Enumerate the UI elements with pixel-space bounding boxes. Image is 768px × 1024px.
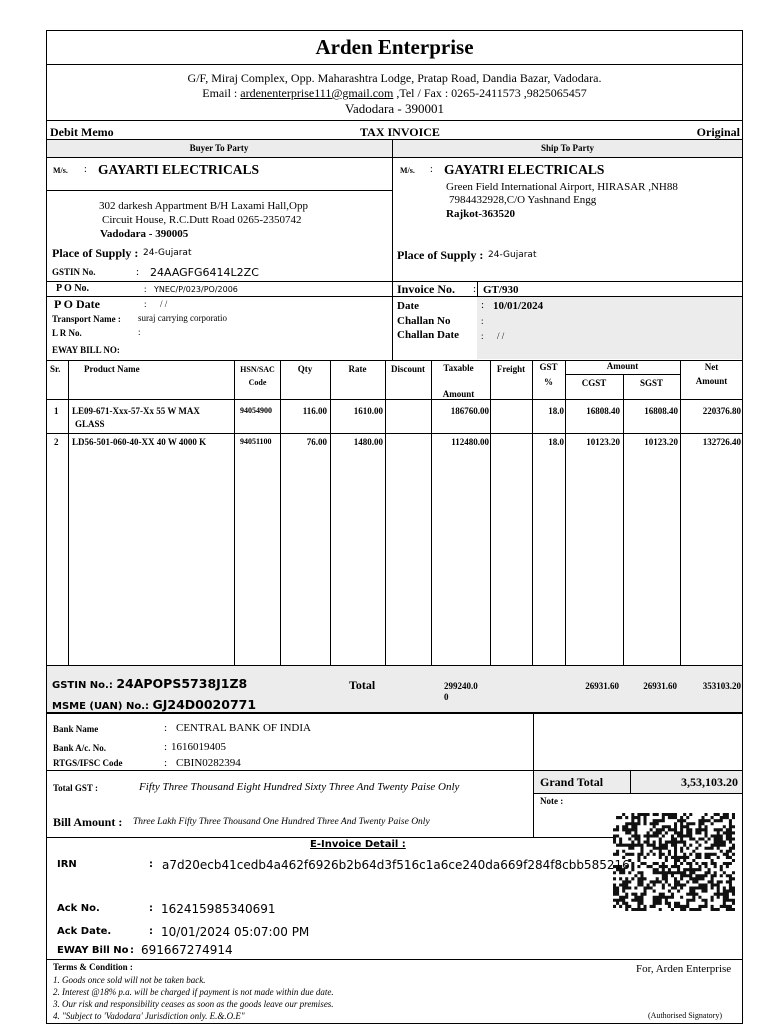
row-taxable: 186760.00 <box>450 406 489 416</box>
row-net: 132726.40 <box>702 437 741 447</box>
company-city: Vadodara - 390001 <box>345 101 444 116</box>
buyer-pos-label: Place of Supply : <box>52 246 139 260</box>
seller-gstin <box>52 676 247 691</box>
divider <box>534 793 743 794</box>
buyer-address-line2: Circuit House, R.C.Dutt Road 0265-2350742 <box>102 214 302 226</box>
th-sr: Sr. <box>50 364 61 374</box>
invoice-no-value: GT/930 <box>483 284 519 296</box>
colon: : <box>144 299 147 309</box>
seller-msme-label: MSME (UAN) No.: <box>52 701 149 712</box>
term-item: 3. Our risk and responsibility ceases as soon as the goods leave our premises. <box>53 999 334 1009</box>
row-gst: 18.0 <box>548 406 564 416</box>
row-product: LD56-501-060-40-XX 40 W 4000 K <box>72 437 207 447</box>
transport-label: Transport Name : <box>52 314 121 324</box>
row-cgst: 10123.20 <box>586 437 620 447</box>
row-rate: 1610.00 <box>353 406 383 416</box>
th-qty: Qty <box>297 364 313 374</box>
row-hsn: 94051100 <box>240 437 272 446</box>
divider <box>46 64 743 65</box>
buyer-header: Buyer To Party <box>189 143 249 153</box>
bank-ac-value: 1616019405 <box>171 741 226 753</box>
col-divider <box>385 360 386 665</box>
divider <box>565 374 680 375</box>
colon: : <box>430 164 433 175</box>
ship-address-line1: Green Field International Airport, HIRASAR ,NH88 <box>446 181 678 193</box>
th-gst: GST <box>539 362 558 372</box>
th-cgst: CGST <box>581 378 607 388</box>
ship-city: Rajkot-363520 <box>446 208 516 220</box>
row-hsn: 94054900 <box>240 406 272 415</box>
row-gst: 18.0 <box>548 437 564 447</box>
th-hsn: HSN/SAC Code <box>240 365 275 387</box>
row-net: 220376.80 <box>702 406 741 416</box>
total-sgst: 26931.60 <box>643 681 677 691</box>
th-product: Product Name <box>84 364 140 374</box>
colon: : <box>149 903 153 914</box>
th-net: Net <box>704 362 719 372</box>
seller-gstin-value: 24APOPS5738J1Z8 <box>116 676 248 691</box>
colon: : <box>473 283 477 295</box>
ifsc-label: RTGS/IFSC Code <box>53 758 123 768</box>
row-product-line2: GLASS <box>75 419 105 429</box>
buyer-city: Vadodara - 390005 <box>100 228 189 240</box>
total-taxable-line2: 0 <box>444 692 449 702</box>
seller-msme-value: GJ24D0020771 <box>152 697 257 712</box>
irn-label: IRN <box>57 859 77 870</box>
total-cgst: 26931.60 <box>585 681 619 691</box>
authorised-signatory: (Authorised Signatory) <box>648 1011 722 1020</box>
company-name: Arden Enterprise <box>315 35 474 59</box>
eway-bill-value: 691667274914 <box>141 943 233 957</box>
buyer-address-line1: 302 darkesh Appartment B/H Laxami Hall,Opp <box>99 200 308 212</box>
eway-label: EWAY BILL NO: <box>52 345 120 355</box>
colon: : <box>144 284 147 294</box>
divider <box>46 837 614 838</box>
th-amount: Amount <box>606 361 639 371</box>
grand-total-label: Grand Total <box>540 775 604 789</box>
colon: : <box>130 945 134 956</box>
challan-date-label: Challan Date <box>397 329 460 341</box>
divider <box>392 296 743 297</box>
eway-bill-label: EWAY Bill No <box>57 945 129 956</box>
company-address: G/F, Miraj Complex, Opp. Maharashtra Lodge, Pratap Road, Dandia Bazar, Vadodara. <box>187 71 602 85</box>
ship-header: Ship To Party <box>540 143 595 153</box>
row-taxable: 112480.00 <box>451 437 489 447</box>
ack-no-value: 162415985340691 <box>161 902 276 916</box>
divider <box>46 281 743 282</box>
th-discount: Discount <box>390 364 425 374</box>
colon: : <box>164 741 168 753</box>
date-label: Date <box>397 300 419 312</box>
th-freight: Freight <box>496 364 526 374</box>
date-value: 10/01/2024 <box>493 300 544 312</box>
seller-msme <box>52 697 256 712</box>
memo-left: Debit Memo <box>50 125 114 139</box>
colon: : <box>481 331 484 341</box>
col-divider <box>234 360 235 665</box>
th-taxable-amount: Amount <box>442 389 475 399</box>
th-net-amount: Amount <box>695 376 728 386</box>
ifsc-value: CBIN0282394 <box>176 757 241 769</box>
ship-pos-label: Place of Supply : <box>397 248 484 262</box>
colon: : <box>164 722 168 734</box>
divider <box>392 139 393 360</box>
colon: : <box>149 859 153 870</box>
einvoice-title: E-Invoice Detail : <box>310 839 406 850</box>
row-sgst: 10123.20 <box>644 437 678 447</box>
row-product: LE09-671-Xxx-57-Xx 55 W MAX <box>72 406 200 416</box>
bill-amount-words: Three Lakh Fifty Three Thousand One Hundred Three And Twenty Paise Only <box>133 817 430 827</box>
term-item: 4. "Subject to 'Vadodara' Jurisdiction only. E.&.O.E" <box>53 1011 245 1021</box>
th-taxable: Taxable <box>443 363 474 373</box>
ack-date-value: 10/01/2024 05:07:00 PM <box>161 925 310 939</box>
total-gst-label: Total GST : <box>53 783 99 793</box>
invoice-no-label: Invoice No. <box>397 282 455 296</box>
note-label: Note : <box>540 796 564 806</box>
divider <box>46 712 743 714</box>
row-qty: 76.00 <box>306 437 327 447</box>
terms-title: Terms & Condition : <box>53 962 133 972</box>
transport-value: suraj carrying corporatio <box>138 313 227 323</box>
irn-value: a7d20ecb41cedb4a462f6926b2b64d3f516c1a6ce240da669f284f8cbb585216 <box>162 858 630 872</box>
buyer-ms-label: M/s. <box>53 166 68 175</box>
bank-ac-label: Bank A/c. No. <box>53 743 107 753</box>
bank-name-value: CENTRAL BANK OF INDIA <box>176 722 311 734</box>
po-no-value: YNEC/P/023/PO/2006 <box>154 285 238 294</box>
buyer-pos-value: 24-Gujarat <box>143 248 192 258</box>
lr-no-label: L R No. <box>52 328 82 338</box>
colon: : <box>481 316 484 326</box>
ship-pos-value: 24-Gujarat <box>488 250 537 260</box>
divider <box>46 959 743 960</box>
total-net: 353103.20 <box>702 681 741 691</box>
total-gst-words: Fifty Three Thousand Eight Hundred Sixty Three And Twenty Paise Only <box>139 781 460 793</box>
col-divider <box>68 360 69 665</box>
memo-center: TAX INVOICE <box>360 125 440 139</box>
colon: : <box>136 266 140 278</box>
colon: : <box>164 757 168 769</box>
memo-right: Original <box>696 125 740 139</box>
buyer-name: GAYARTI ELECTRICALS <box>98 162 259 177</box>
divider <box>46 157 743 158</box>
row-cgst: 16808.40 <box>586 406 620 416</box>
divider <box>630 771 631 793</box>
email-label: Email : <box>202 86 238 100</box>
row-rate: 1480.00 <box>353 437 383 447</box>
term-item: 1. Goods once sold will not be taken back. <box>53 975 206 985</box>
challan-date-value: / / <box>497 331 505 341</box>
ship-name: GAYATRI ELECTRICALS <box>444 162 605 177</box>
company-contact <box>46 86 743 101</box>
ship-address-line2: 7984432928,C/O Yashnand Engg <box>449 194 597 206</box>
th-rate: Rate <box>348 364 367 374</box>
term-item: 2. Interest @18% p.a. will be charged if payment is not made within due date. <box>53 987 334 997</box>
email-link[interactable]: ardenenterprise111@gmail.com <box>240 86 394 100</box>
qr-code <box>613 813 735 911</box>
th-gst-percent: % <box>544 377 553 387</box>
po-date-value: / / <box>160 299 168 309</box>
ack-date-label: Ack Date. <box>57 926 112 937</box>
po-date-label: P O Date <box>54 297 100 311</box>
seller-gstin-label: GSTIN No.: <box>52 680 113 691</box>
challan-no-label: Challan No <box>397 315 451 327</box>
bank-name-label: Bank Name <box>53 724 99 734</box>
divider <box>46 190 392 191</box>
tel-text: ,Tel / Fax : 0265-2411573 ,9825065457 <box>396 86 587 100</box>
total-label: Total <box>349 678 376 692</box>
divider <box>477 281 478 296</box>
buyer-gstin-label: GSTIN No. <box>52 267 96 277</box>
divider <box>46 665 743 666</box>
grand-total-value: 3,53,103.20 <box>681 775 738 789</box>
po-no-label: P O No. <box>56 283 90 294</box>
ship-ms-label: M/s. <box>400 166 415 175</box>
colon: : <box>138 327 141 337</box>
row-qty: 116.00 <box>302 406 327 416</box>
colon: : <box>481 299 485 311</box>
for-company: For, Arden Enterprise <box>636 963 732 975</box>
total-taxable-line1: 299240.0 <box>444 681 478 691</box>
divider <box>46 120 743 121</box>
col-divider <box>490 360 491 665</box>
th-sgst: SGST <box>639 378 663 388</box>
buyer-gstin-value: 24AAGFG6414L2ZC <box>150 266 259 279</box>
colon: : <box>149 926 153 937</box>
bill-amount-label: Bill Amount : <box>53 815 123 829</box>
divider <box>46 433 743 434</box>
row-sr: 1 <box>54 406 59 416</box>
col-divider <box>623 374 624 665</box>
ack-no-label: Ack No. <box>57 903 100 914</box>
row-sgst: 16808.40 <box>644 406 678 416</box>
divider <box>46 399 743 400</box>
colon: : <box>84 164 87 175</box>
row-sr: 2 <box>54 437 59 447</box>
